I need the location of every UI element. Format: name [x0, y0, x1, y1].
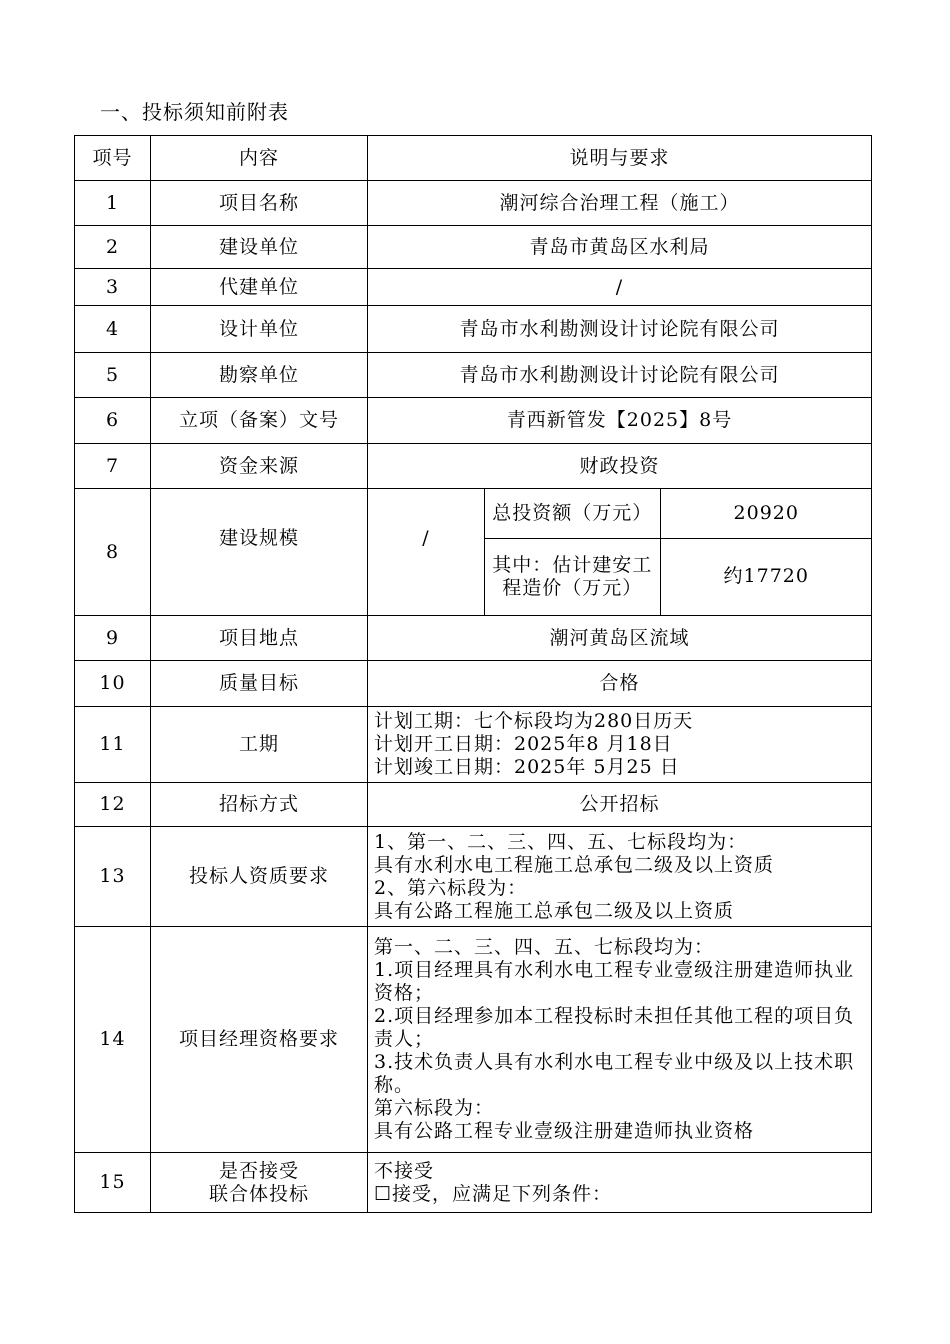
table-row: [75, 444, 872, 489]
table-row: [75, 827, 872, 927]
table-row: [75, 783, 872, 827]
header-requirements: 说明与要求: [368, 136, 872, 181]
qualification-line: 1、第一、二、三、四、五、七标段均为：: [374, 830, 748, 853]
row-no: 1: [75, 181, 151, 226]
consortium-line: 不接受: [374, 1159, 435, 1182]
row-value: 潮河综合治理工程（施工）: [368, 181, 872, 226]
row-item-line: 联合体投标: [208, 1182, 309, 1205]
row-slash: /: [368, 489, 485, 616]
schedule-line: 计划开工日期：2025年8 月18日: [374, 733, 673, 755]
row-no: 9: [75, 616, 151, 661]
manager-line: 具有公路工程专业壹级注册建造师执业资格: [374, 1120, 755, 1142]
row-value: 潮河黄岛区流域: [368, 616, 872, 661]
header-item-no: 项号: [75, 136, 151, 181]
row-value: 青西新管发【2025】8号: [368, 398, 872, 444]
row-item: 招标方式: [151, 783, 368, 827]
row-no: 7: [75, 444, 151, 489]
row-item: 项目地点: [151, 616, 368, 661]
row-item-line: 是否接受: [218, 1159, 299, 1182]
header-content: 内容: [151, 136, 368, 181]
consortium-line: ☐接受，应满足下列条件：: [374, 1182, 613, 1205]
row-no: 14: [75, 927, 151, 1153]
row-no: 3: [75, 269, 151, 306]
scale-subtable-cell: [485, 489, 872, 616]
sub-row: [485, 489, 872, 538]
table-row: [75, 927, 872, 1153]
schedule-cell: [368, 707, 872, 783]
manager-qualification-cell: [368, 927, 872, 1153]
qualification-line: 具有水利水电工程施工总承包二级及以上资质: [374, 853, 775, 876]
table-row: [75, 226, 872, 269]
manager-line: 第一、二、三、四、五、七标段均为：: [374, 936, 715, 958]
bid-notice-table: [74, 135, 872, 1213]
qualification-line: 2、第六标段为：: [374, 876, 528, 899]
table-row: [75, 398, 872, 444]
manager-line: 2.项目经理参加本工程投标时未担任其他工程的项目负责人；: [374, 1005, 855, 1050]
row-no: 4: [75, 306, 151, 353]
row-item: 建设单位: [151, 226, 368, 269]
manager-line: 1.项目经理具有水利水电工程专业壹级注册建造师执业资格；: [374, 959, 855, 1004]
schedule-line: 计划工期：七个标段均为280日历天: [374, 710, 694, 732]
qualification-cell: [368, 827, 872, 927]
table-row: [75, 306, 872, 353]
table-row: [75, 353, 872, 398]
qualification-line: 具有公路工程施工总承包二级及以上资质: [374, 899, 735, 922]
row-item: 投标人资质要求: [151, 827, 368, 927]
table-row: [75, 181, 872, 226]
sub-row: [485, 538, 872, 615]
row-item: 项目经理资格要求: [151, 927, 368, 1153]
table-row: [75, 707, 872, 783]
row-item: 代建单位: [151, 269, 368, 306]
row-value: 公开招标: [368, 783, 872, 827]
manager-line: 3.技术负责人具有水利水电工程专业中级及以上技术职称。: [374, 1051, 855, 1096]
section-heading: 一、投标须知前附表: [100, 100, 289, 124]
table-row: [75, 616, 872, 661]
manager-line: 第六标段为：: [374, 1097, 495, 1119]
table-row: [75, 489, 872, 616]
row-item: 立项（备案）文号: [151, 398, 368, 444]
row-item: 设计单位: [151, 306, 368, 353]
row-value: 青岛市水利勘测设计讨论院有限公司: [368, 306, 872, 353]
table-row: [75, 269, 872, 306]
row-no: 5: [75, 353, 151, 398]
row-value: 青岛市黄岛区水利局: [368, 226, 872, 269]
row-no: 12: [75, 783, 151, 827]
row-value: 财政投资: [368, 444, 872, 489]
row-no: 2: [75, 226, 151, 269]
table-row: [75, 661, 872, 707]
row-item: 资金来源: [151, 444, 368, 489]
table-row: [75, 1153, 872, 1213]
table-header-row: [75, 136, 872, 181]
sub-value: 20920: [660, 489, 872, 538]
sub-label: 其中：估计建安工程造价（万元）: [485, 538, 660, 615]
row-item: 质量目标: [151, 661, 368, 707]
scale-subtable: [485, 489, 872, 615]
row-no: 11: [75, 707, 151, 783]
consortium-cell: [368, 1153, 872, 1213]
row-no: 10: [75, 661, 151, 707]
row-item: 建设规模: [151, 489, 368, 616]
row-no: 8: [75, 489, 151, 616]
sub-label: 总投资额（万元）: [485, 489, 660, 538]
sub-value: 约17720: [660, 538, 872, 615]
row-item: 勘察单位: [151, 353, 368, 398]
row-item: [151, 1153, 368, 1213]
row-item: 项目名称: [151, 181, 368, 226]
row-no: 13: [75, 827, 151, 927]
schedule-line: 计划竣工日期：2025年 5月25 日: [374, 756, 680, 778]
row-value: 青岛市水利勘测设计讨论院有限公司: [368, 353, 872, 398]
row-value: /: [368, 269, 872, 306]
row-no: 15: [75, 1153, 151, 1213]
row-value: 合格: [368, 661, 872, 707]
row-no: 6: [75, 398, 151, 444]
row-item: 工期: [151, 707, 368, 783]
